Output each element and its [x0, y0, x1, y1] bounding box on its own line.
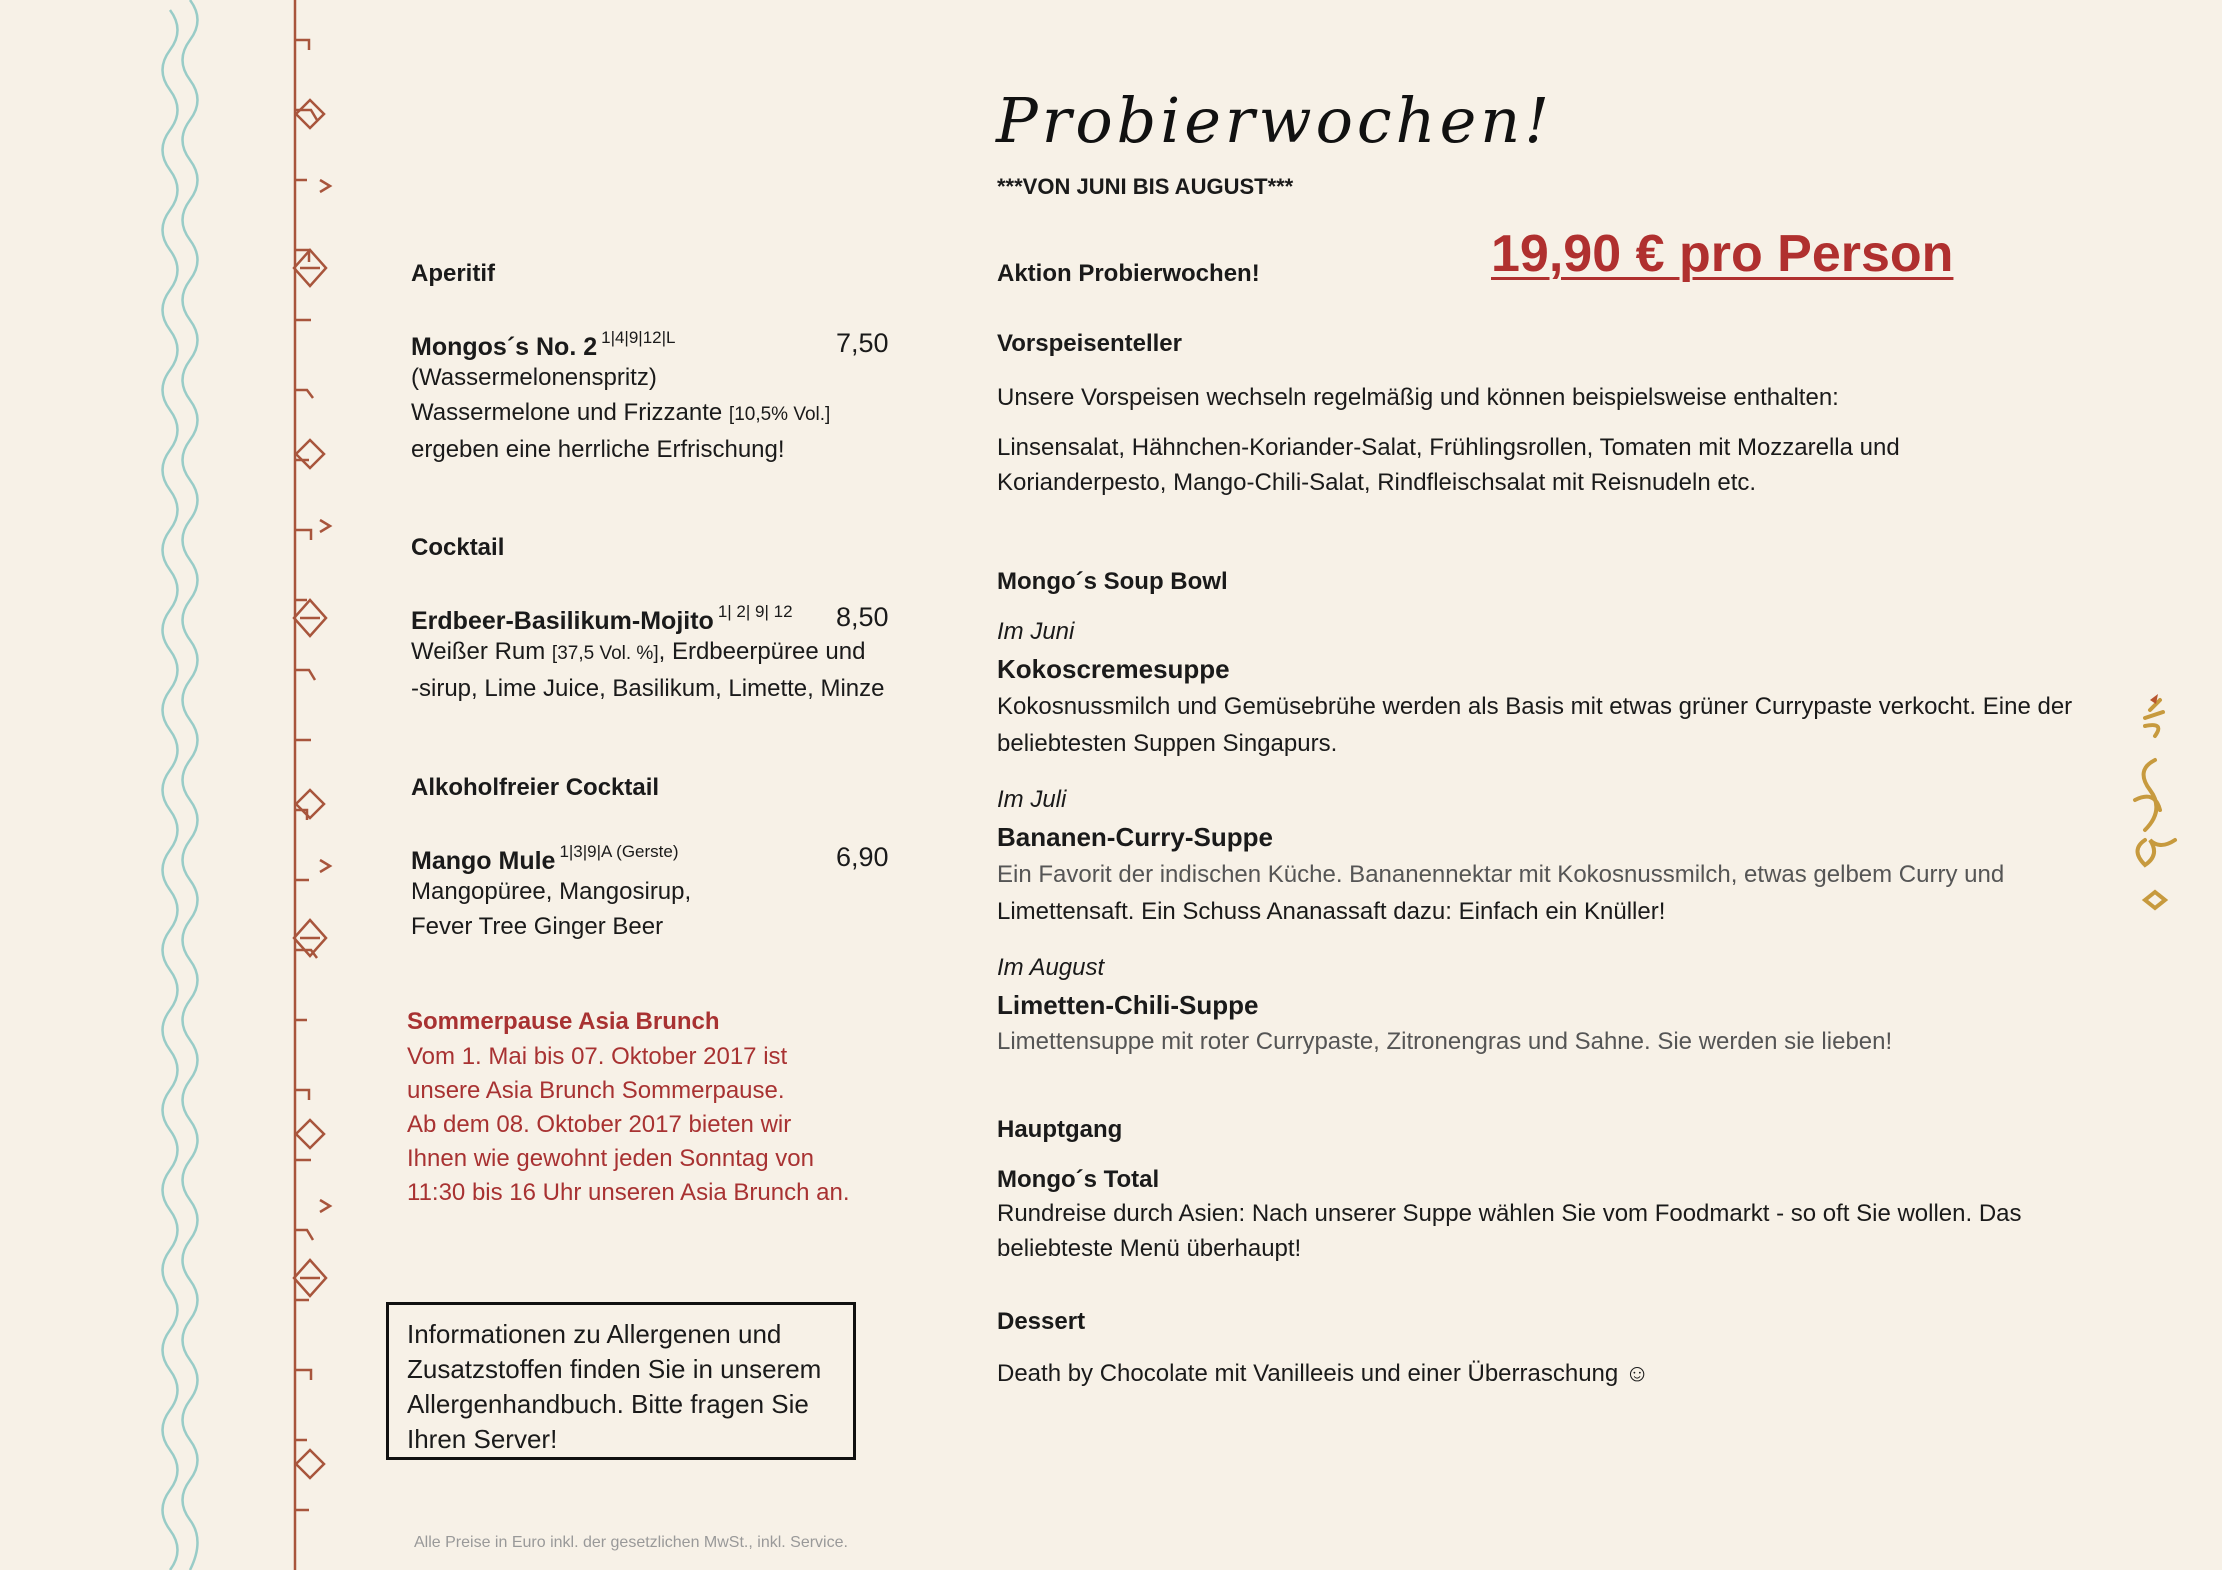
nonalcoholic-description	[411, 874, 691, 944]
nonalcoholic-heading: Alkoholfreier Cocktail	[411, 774, 660, 801]
brunch-line: Vom 1. Mai bis 07. Oktober 2017 ist	[407, 1043, 788, 1070]
soup-desc-august: Limettensuppe mit roter Currypaste, Zitronengras und Sahne. Sie werden sie lieben!	[997, 1028, 1893, 1055]
aperitif-price: 7,50	[836, 328, 889, 358]
aperitif-description	[411, 360, 830, 467]
aperitif-desc-line	[411, 395, 830, 432]
cocktail-item-name	[411, 602, 793, 636]
cocktail-price: 8,50	[836, 602, 889, 632]
aperitif-allergen-codes: 1|4|9|12|L	[601, 328, 676, 347]
nonalcoholic-price: 6,90	[836, 842, 889, 872]
soup-desc-line: Kokosnussmilch und Gemüsebrühe werden als Basis mit etwas grüner Currypaste verkocht. Eine der	[997, 693, 2073, 720]
soup-desc-june	[997, 688, 2072, 762]
dessert-heading: Dessert	[997, 1308, 1086, 1335]
promotion-label: Aktion Probierwochen!	[997, 260, 1260, 287]
soup-desc-line: Limettensaft. Ein Schuss Ananassaft dazu: Einfach ein Knüller!	[997, 898, 1666, 925]
main-desc-line: beliebteste Menü überhaupt!	[997, 1235, 1302, 1262]
promotion-price: 19,90 € pro Person	[1491, 225, 1954, 283]
decorative-border	[150, 0, 350, 1570]
cocktail-allergen-codes: 1| 2| 9| 12	[717, 602, 793, 621]
cocktail-desc-line: -sirup, Lime Juice, Basilikum, Limette, Minze	[411, 675, 885, 702]
brunch-line: unsere Asia Brunch Sommerpause.	[407, 1077, 785, 1104]
page-title: Probierwochen!	[996, 84, 1554, 157]
aperitif-item-label: Mongos´s No. 2	[411, 333, 598, 361]
soup-month-june: Im Juni	[997, 618, 1075, 645]
cocktail-heading: Cocktail	[411, 534, 505, 561]
soup-name-august: Limetten-Chili-Suppe	[997, 990, 1259, 1020]
allergen-info-line: Informationen zu Allergenen und	[407, 1319, 782, 1349]
soup-desc-line: Ein Favorit der indischen Küche. Bananennektar mit Kokosnussmilch, etwas gelbem Curry und	[997, 861, 2005, 888]
nonalcoholic-allergen-codes: 1|3|9|A (Gerste)	[559, 842, 679, 861]
cocktail-item-label: Erdbeer-Basilikum-Mojito	[411, 607, 714, 635]
starter-description	[997, 430, 1900, 500]
price-footnote: Alle Preise in Euro inkl. der gesetzlichen MwSt., inkl. Service.	[414, 1534, 848, 1551]
aperitif-item-name	[411, 328, 676, 362]
brunch-text	[407, 1040, 850, 1210]
brunch-line: Ihnen wie gewohnt jeden Sonntag von	[407, 1145, 814, 1172]
main-course-name: Mongo´s Total	[997, 1166, 1160, 1193]
aperitif-desc-text: Wassermelone und Frizzante	[411, 399, 723, 426]
cocktail-desc-text: Weißer Rum	[411, 638, 546, 665]
cocktail-description	[411, 634, 884, 706]
ornament-graphic	[2115, 690, 2185, 930]
main-desc-line: Rundreise durch Asien: Nach unserer Suppe wählen Sie vom Foodmarkt - so oft Sie wollen. Das	[997, 1200, 2022, 1227]
cocktail-desc-text: , Erdbeerpüree und	[658, 638, 866, 665]
dessert-description: Death by Chocolate mit Vanilleeis und einer Überraschung ☺	[997, 1360, 1650, 1387]
soup-month-august: Im August	[997, 954, 1105, 981]
soup-name-july: Bananen-Curry-Suppe	[997, 822, 1273, 852]
period-subtitle: ***VON JUNI BIS AUGUST***	[997, 174, 1294, 199]
main-course-heading: Hauptgang	[997, 1116, 1123, 1143]
aperitif-desc-line: (Wassermelonenspritz)	[411, 364, 657, 391]
starter-intro: Unsere Vorspeisen wechseln regelmäßig und können beispielsweise enthalten:	[997, 384, 1839, 411]
allergen-info-box	[386, 1302, 856, 1460]
starter-desc-line: Linsensalat, Hähnchen-Koriander-Salat, Frühlingsrollen, Tomaten mit Mozzarella und	[997, 434, 1900, 461]
cocktail-abv: [37,5 Vol. %]	[551, 643, 659, 664]
brunch-line: Ab dem 08. Oktober 2017 bieten wir	[407, 1111, 792, 1138]
soup-heading: Mongo´s Soup Bowl	[997, 568, 1228, 595]
soup-month-july: Im Juli	[997, 786, 1067, 813]
starter-desc-line: Korianderpesto, Mango-Chili-Salat, Rindfleischsalat mit Reisnudeln etc.	[997, 469, 1757, 496]
brunch-heading: Sommerpause Asia Brunch	[407, 1008, 720, 1035]
nonalcoholic-item-label: Mango Mule	[411, 847, 556, 875]
soup-name-june: Kokoscremesuppe	[997, 654, 1230, 684]
main-course-description	[997, 1196, 2022, 1266]
allergen-info-line: Ihren Server!	[407, 1424, 558, 1454]
starter-heading: Vorspeisenteller	[997, 330, 1182, 357]
cocktail-desc-line	[411, 634, 884, 671]
aperitif-desc-line: ergeben eine herrliche Erfrischung!	[411, 436, 785, 463]
allergen-info-line: Zusatzstoffen finden Sie in unserem	[407, 1354, 822, 1384]
aperitif-abv: [10,5% Vol.]	[728, 404, 831, 425]
nonalcoholic-desc-line: Fever Tree Ginger Beer	[411, 913, 664, 940]
aperitif-heading: Aperitif	[411, 260, 495, 287]
allergen-info-line: Allergenhandbuch. Bitte fragen Sie	[407, 1389, 809, 1419]
nonalcoholic-desc-line: Mangopüree, Mangosirup,	[411, 878, 692, 905]
nonalcoholic-item-name	[411, 842, 679, 876]
soup-desc-line: beliebtesten Suppen Singapurs.	[997, 730, 1338, 757]
soup-desc-july	[997, 856, 2004, 930]
brunch-line: 11:30 bis 16 Uhr unseren Asia Brunch an.	[407, 1179, 850, 1206]
